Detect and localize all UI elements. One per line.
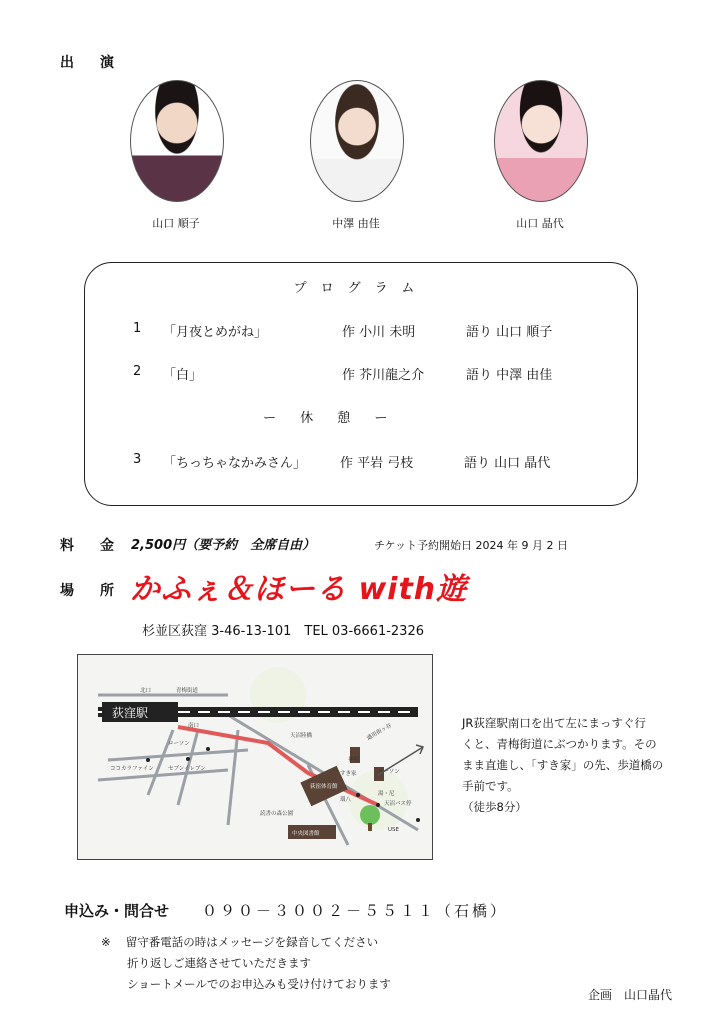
map-label-north-exit: 北口 bbox=[140, 688, 152, 694]
map-label-bus-stop: 天沼バス停 bbox=[384, 801, 412, 807]
performer-photo-3 bbox=[494, 80, 588, 202]
map-label-lawson-1: ローソン bbox=[168, 741, 190, 747]
performer-name-1: 山口 順子 bbox=[152, 217, 200, 230]
contact-phone: ０９０－３００２－５５１１（石橋） bbox=[202, 902, 509, 920]
notes-block bbox=[101, 932, 391, 995]
program-author: 作 芥川龍之介 bbox=[342, 368, 425, 383]
fee-price: 2,500円（要予約 全席自由） bbox=[131, 538, 316, 553]
map-label-park: 読書の森公園 bbox=[260, 811, 294, 817]
performers-heading: 出 演 bbox=[60, 55, 120, 71]
map-label-library: 中央図書館 bbox=[292, 831, 320, 837]
map-label-sukiya: すき家 bbox=[340, 771, 357, 777]
notes-line: 折り返しご連絡させていただきます bbox=[127, 956, 311, 970]
ticket-note: チケット予約開始日 2024 年 9 月 2 日 bbox=[374, 539, 568, 552]
venue-name: かふぇ＆ほーる with遊 bbox=[130, 572, 468, 607]
directions-line: JR荻窪駅南口を出て左にまっすぐ行 bbox=[462, 716, 646, 730]
organizer: 企画 山口晶代 bbox=[588, 988, 673, 1002]
program-narrator: 語り 山口 順子 bbox=[466, 325, 553, 340]
performer-name-3: 山口 晶代 bbox=[516, 217, 564, 230]
tree-icon bbox=[360, 805, 380, 825]
program-author: 作 平岩 弓枝 bbox=[340, 456, 414, 471]
map-label-cocokara: ココカラファイン bbox=[110, 766, 154, 772]
program-work-title: 「ちっちゃなかみさん」 bbox=[163, 456, 307, 471]
notes-line: 留守番電話の時はメッセージを録音してください bbox=[125, 935, 379, 949]
map-label-use: USE bbox=[388, 827, 399, 833]
map-label-lawson-2: ローソン bbox=[378, 769, 400, 775]
performer-photo-2 bbox=[310, 80, 404, 202]
intermission-label: ー 休 憩 ー bbox=[263, 411, 398, 426]
program-author: 作 小川 未明 bbox=[342, 325, 416, 340]
map-label-seven: セブンイレブン bbox=[168, 766, 206, 772]
performer-name-2: 中澤 由佳 bbox=[332, 217, 380, 230]
map-svg bbox=[78, 655, 433, 860]
program-num: 3 bbox=[133, 452, 142, 467]
directions-line: 手前です。 bbox=[462, 779, 519, 793]
map-label-shuttle: 環八 bbox=[340, 797, 352, 803]
program-work-title: 「白」 bbox=[163, 368, 203, 383]
access-map bbox=[77, 654, 433, 860]
map-label-shrine: 神明 bbox=[348, 757, 360, 763]
program-narrator: 語り 山口 晶代 bbox=[464, 456, 551, 471]
notes-mark: ※ bbox=[101, 935, 111, 949]
venue-label: 場 所 bbox=[60, 583, 120, 599]
directions-line: （徒歩8分） bbox=[462, 800, 527, 814]
fee-label: 料 金 bbox=[60, 538, 120, 554]
map-label-road: 通用街ヶ谷 bbox=[366, 722, 393, 742]
venue-address: 杉並区荻窪 3-46-13-101 TEL 03-6661-2326 bbox=[142, 624, 424, 639]
map-label-kamigoshi: 湯・尼 bbox=[378, 791, 395, 797]
directions-line: くと、青梅街道にぶつかります。その bbox=[462, 737, 657, 751]
directions-text bbox=[462, 713, 712, 818]
map-label-tenuma: 天沼陸橋 bbox=[290, 733, 313, 739]
performer-photo-1 bbox=[130, 80, 224, 202]
notes-line: ショートメールでのお申込みも受け付けております bbox=[127, 977, 391, 991]
program-work-title: 「月夜とめがね」 bbox=[163, 325, 268, 340]
map-label-ome-kaido: 青梅街道 bbox=[176, 688, 199, 694]
map-label-south-exit: 南口 bbox=[188, 723, 200, 729]
program-title: プログラム bbox=[293, 281, 429, 296]
contact-label: 申込み・問合せ bbox=[64, 902, 170, 920]
map-station: 荻窪駅 bbox=[112, 706, 149, 720]
program-narrator: 語り 中澤 由佳 bbox=[466, 368, 553, 383]
program-num: 2 bbox=[133, 364, 142, 379]
program-num: 1 bbox=[133, 321, 142, 336]
program-box bbox=[84, 262, 638, 506]
map-label-gym: 荻窪体育館 bbox=[310, 784, 338, 790]
directions-line: まま直進し、「すき家」の先、歩道橋の bbox=[462, 758, 664, 772]
